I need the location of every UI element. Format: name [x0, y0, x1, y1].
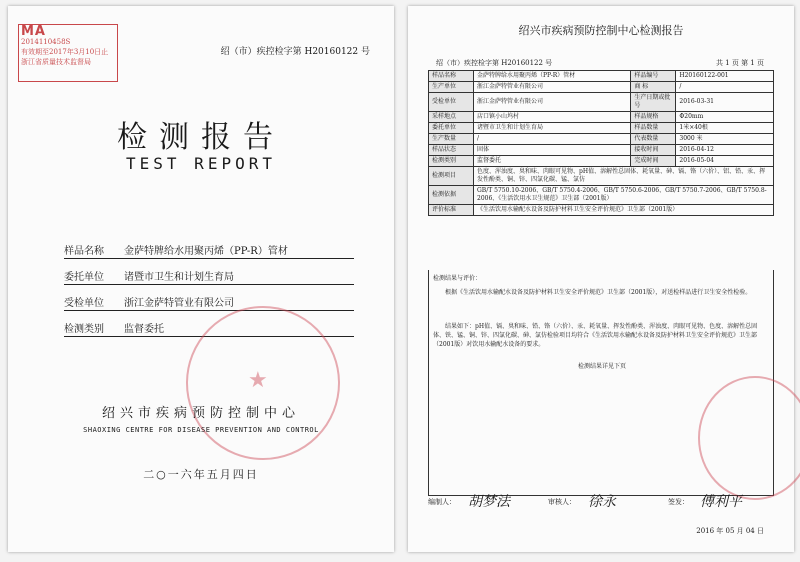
evaluation-standard-cell: 《生活饮用水输配水设备及防护材料卫生安全评价规范》卫生部（2001版）	[474, 205, 774, 216]
table-cell-value: 2016-05-04	[676, 156, 774, 167]
table-row	[429, 112, 774, 123]
table-cell-label: 检测类别	[429, 156, 474, 167]
table-row	[429, 167, 774, 186]
field-value: 金萨特牌给水用聚丙烯（PP-R）管材	[124, 246, 288, 257]
report-number: 绍（市）疾控检字第 H20160122 号	[220, 47, 370, 57]
table-cell-label: 样品名称	[429, 71, 474, 82]
table-row	[429, 123, 774, 134]
organization-name-en: SHAOXING CENTRE FOR DISEASE PREVENTION AND CONTROL	[83, 426, 319, 434]
detail-date: 2016 年 05 月 04 日	[696, 527, 764, 535]
table-cell-label: 检测项目	[429, 167, 474, 186]
table-cell-label: 委托单位	[429, 123, 474, 134]
table-row	[429, 134, 774, 145]
table-cell-value: /	[676, 82, 774, 93]
cma-logo: MA	[21, 24, 46, 39]
field-label: 检测类别	[64, 324, 104, 335]
summary-basis-text: 根据《生活饮用水输配水设备及防护材料卫生安全评价规范》卫生部（2001版），对送检样品进行卫生安全性检验。	[445, 289, 752, 296]
detail-report-number: 绍（市）疾控检字第 H20160122 号	[436, 59, 553, 67]
table-cell-label: 完成时间	[631, 156, 676, 167]
stamp-number: 2014110458S	[21, 38, 71, 46]
table-cell-label: 样品规格	[631, 112, 676, 123]
table-cell-label: 生产日期或批号	[631, 93, 676, 112]
table-cell-label: 生产单位	[429, 82, 474, 93]
detail-title: 绍兴市疾病预防控制中心检测报告	[518, 24, 684, 37]
table-row	[429, 93, 774, 112]
table-row	[429, 186, 774, 205]
compiler-signature: 胡梦法	[468, 494, 510, 510]
report-title-en: TEST REPORT	[126, 154, 276, 173]
table-cell-label: 样品编号	[631, 71, 676, 82]
table-cell-value: H20160122-001	[676, 71, 774, 82]
table-row	[429, 145, 774, 156]
table-cell-label: 样品数量	[631, 123, 676, 134]
reviewer-label: 审核人：	[548, 498, 576, 506]
field-sample-name	[64, 238, 354, 259]
official-seal	[698, 376, 800, 500]
report-title-cn: 检测报告	[117, 120, 285, 155]
table-cell-value: 浙江金萨特管业有限公司	[474, 82, 631, 93]
seal-star-icon: ★	[248, 368, 268, 393]
table-cell-value: 2016-04-12	[676, 145, 774, 156]
test-items-cell: 色度、浑浊度、臭和味、肉眼可见物、pH值、溶解性总固体、耗氧量、砷、镉、铬（六价）、铝、铅、汞、挥发性酚类、铜、锌、四氯化碳、锰、氯仿	[474, 167, 774, 186]
table-cell-value: 诸暨市卫生和计划生育局	[474, 123, 631, 134]
compiler-label: 编制人：	[428, 498, 456, 506]
field-client	[64, 264, 354, 285]
table-cell-value: 浙江金萨特管业有限公司	[474, 93, 631, 112]
cma-stamp	[18, 24, 118, 82]
table-cell-value: 店口镇小山坞村	[474, 112, 631, 123]
stamp-validity: 有效期至2017年3月10日止	[21, 48, 109, 56]
table-cell-label: 评价标准	[429, 205, 474, 216]
field-value: 监督委托	[124, 324, 164, 335]
table-cell-label: 样品状态	[429, 145, 474, 156]
stamp-authority: 浙江省质量技术监督局	[21, 58, 91, 66]
detail-table	[428, 70, 774, 216]
table-cell-value: 3000 米	[676, 134, 774, 145]
table-cell-value: 固体	[474, 145, 631, 156]
table-cell-label: 代表数量	[631, 134, 676, 145]
field-value: 浙江金萨特管业有限公司	[124, 298, 234, 309]
field-inspected-unit	[64, 290, 354, 311]
table-row	[429, 82, 774, 93]
issue-date: 二○一六年五月四日	[143, 468, 259, 481]
summary-title: 检测结果与评价：	[433, 275, 482, 282]
table-cell-value: 1米×40根	[676, 123, 774, 134]
organization-name-cn: 绍兴市疾病预防控制中心	[101, 406, 300, 421]
page-indicator: 共 1 页 第 1 页	[715, 59, 764, 67]
table-cell-label: 检测依据	[429, 186, 474, 205]
reviewer-signature: 徐永	[588, 494, 616, 510]
field-label: 委托单位	[64, 272, 104, 283]
table-cell-value: 监督委托	[474, 156, 631, 167]
table-row	[429, 71, 774, 82]
table-cell-value: 金萨特牌给水用聚丙烯（PP-R）管材	[474, 71, 631, 82]
field-label: 样品名称	[64, 246, 104, 257]
report-cover-page	[8, 6, 394, 552]
table-cell-label: 采样地点	[429, 112, 474, 123]
table-cell-value: Φ20mm	[676, 112, 774, 123]
table-cell-value: /	[474, 134, 631, 145]
report-detail-page	[408, 6, 794, 552]
approver-signature: 傅利平	[700, 494, 742, 510]
test-basis-cell: GB/T 5750.10-2006、GB/T 5750.4-2006、GB/T 5750.6-2006、GB/T 5750.7-2006、GB/T 5750.8-2006、《生活饮用水卫生规范》卫生部（2001版）	[474, 186, 774, 205]
field-label: 受检单位	[64, 298, 104, 309]
table-cell-label: 接收时间	[631, 145, 676, 156]
table-cell-label: 生产数量	[429, 134, 474, 145]
table-row	[429, 205, 774, 216]
field-value: 诸暨市卫生和计划生育局	[124, 272, 234, 283]
table-cell-value: 2016-03-31	[676, 93, 774, 112]
table-cell-label: 商 标	[631, 82, 676, 93]
approver-label: 签发：	[668, 498, 689, 506]
summary-end-note: 检测结果详见下页	[577, 363, 626, 370]
table-row	[429, 156, 774, 167]
table-cell-label: 受检单位	[429, 93, 474, 112]
summary-result-text: 结果如下：pH值、镉、臭和味、铅、铬（六价）、汞、耗氧量、挥发性酚类、浑浊度、肉眼可见物、色度、溶解性总固体、铁、锰、铜、锌、四氯化碳、砷、氯仿检验项目均符合《生活饮用水输配水设备及防护材料卫生安全评价规范》卫生部（2001版）对饮用水输配水设备的要求。	[433, 323, 758, 348]
